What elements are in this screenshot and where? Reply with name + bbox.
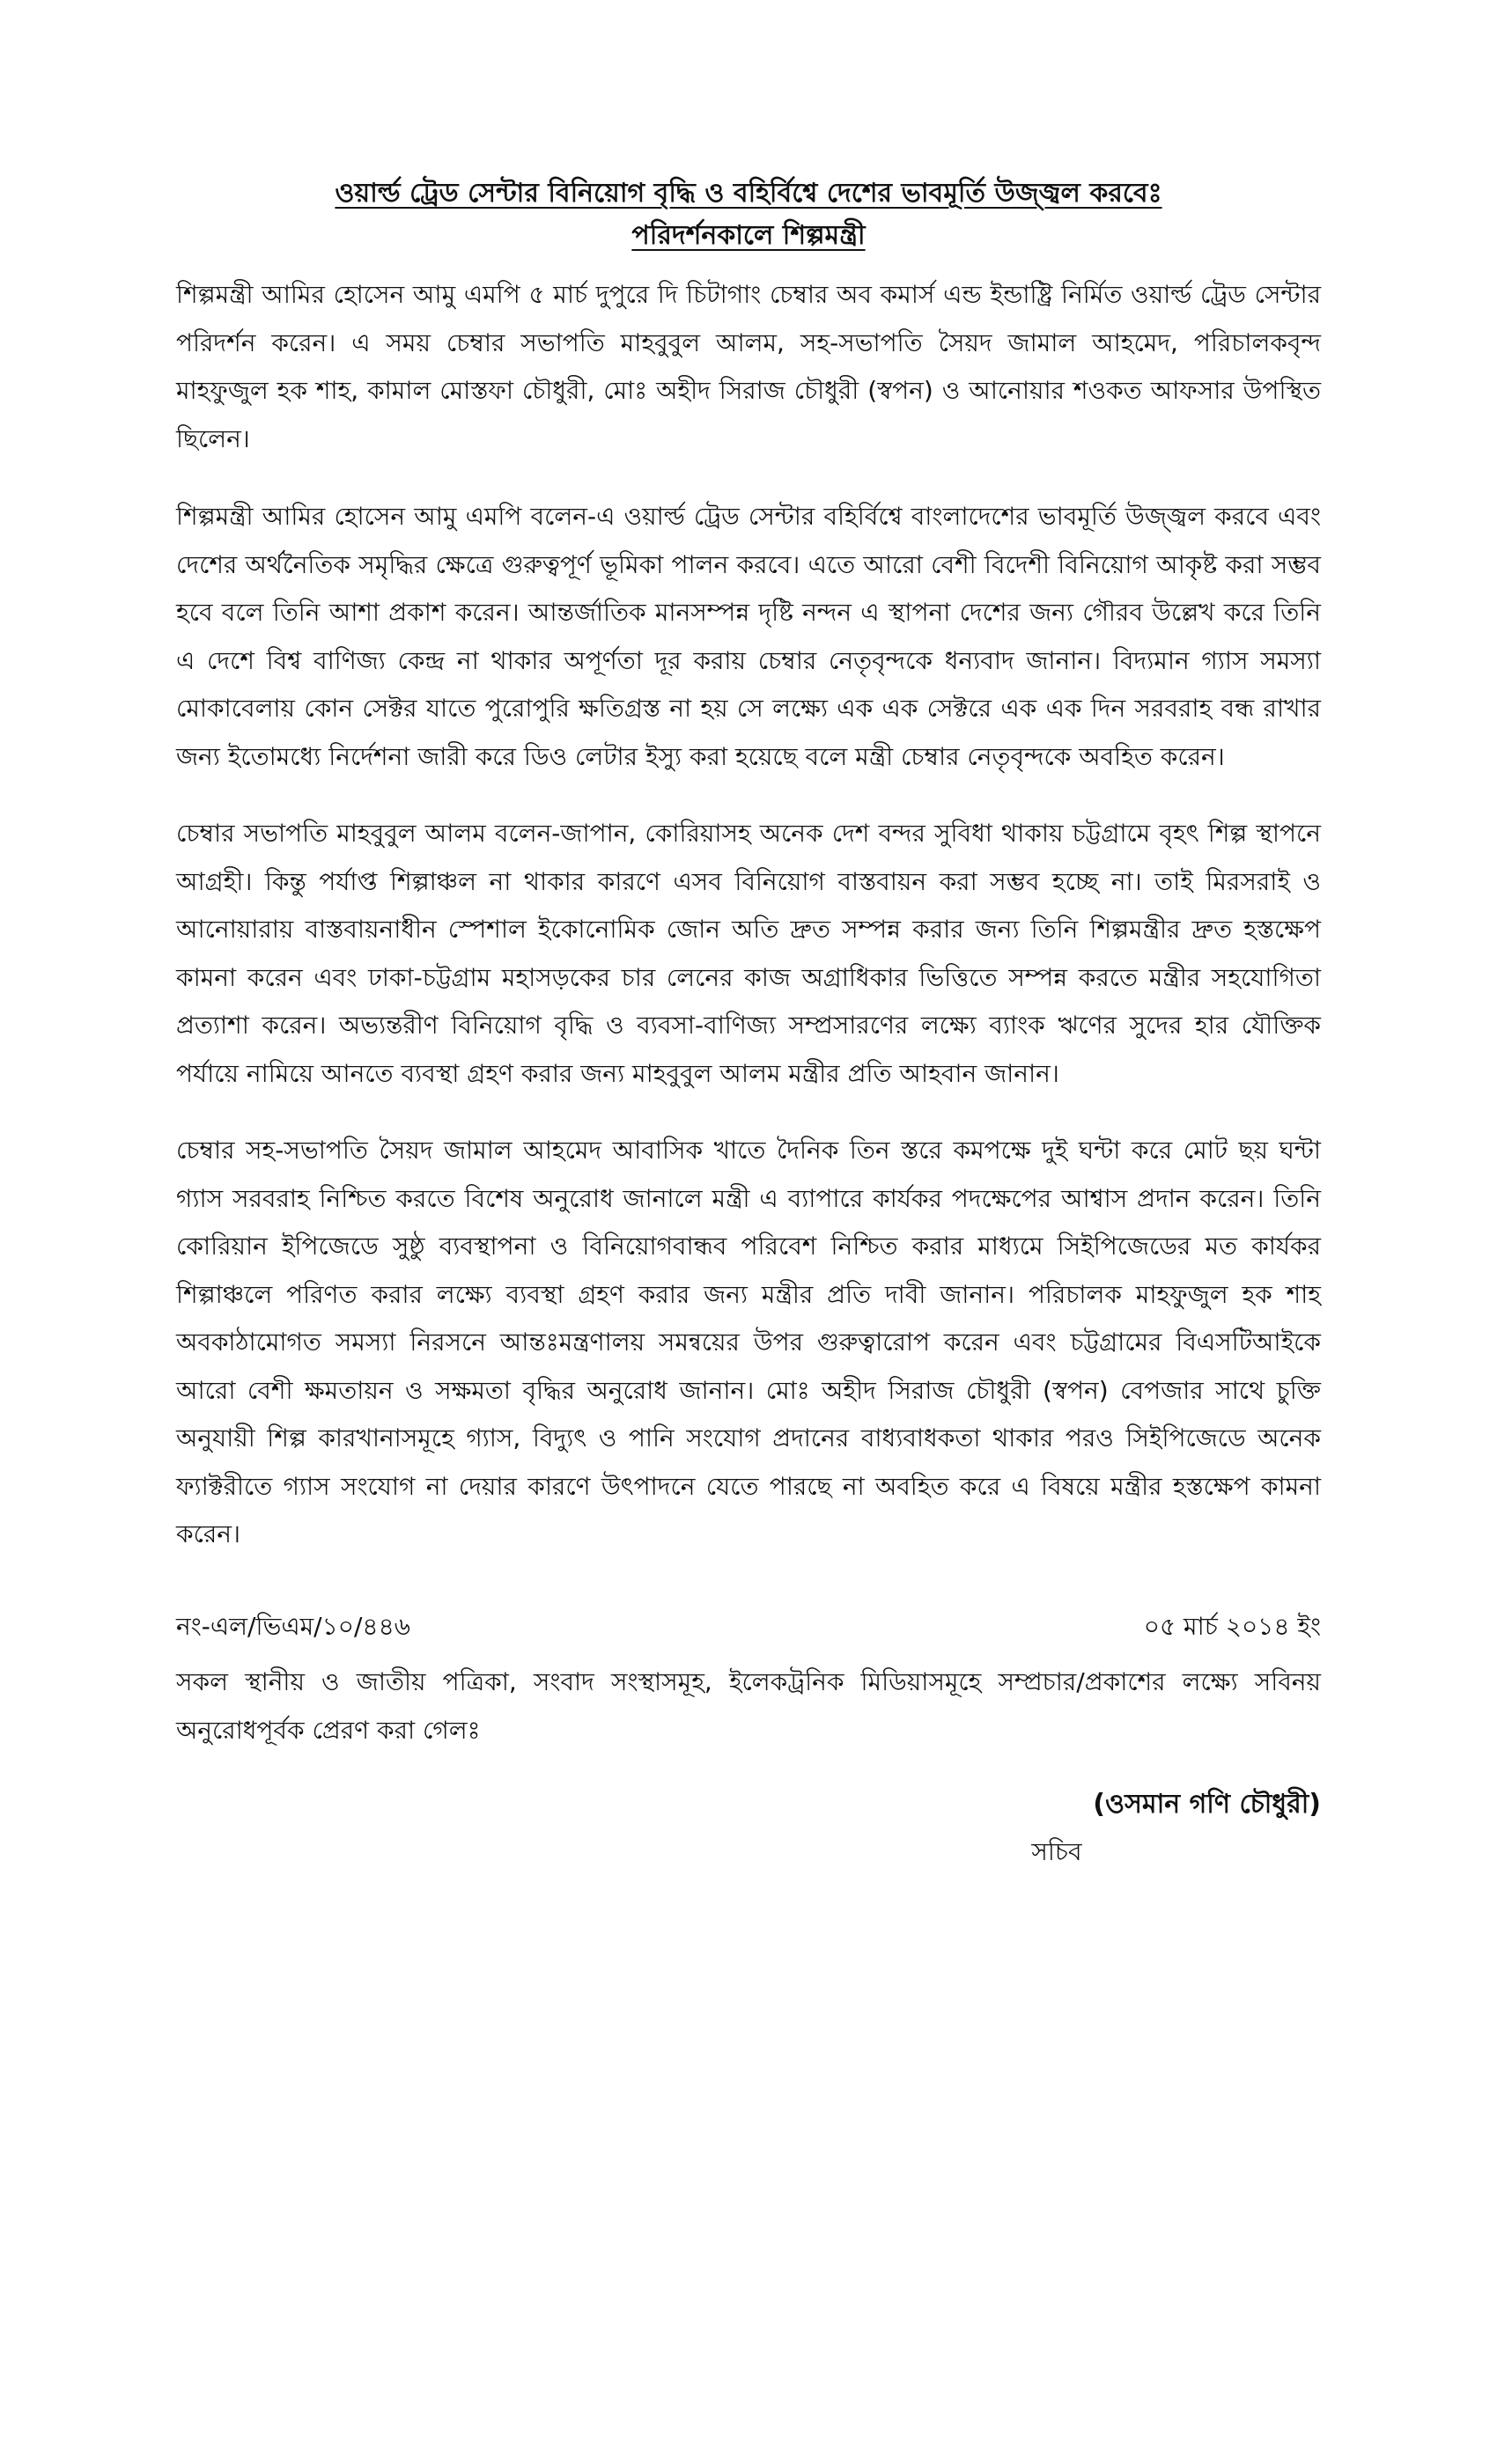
- reference-row: [176, 1609, 1321, 1644]
- body-paragraph-4: চেম্বার সহ-সভাপতি সৈয়দ জামাল আহমেদ আবাসিক খাতে দৈনিক তিন স্তরে কমপক্ষে দুই ঘন্টা করে মোট ছয় ঘন্টা গ্যাস সরবরাহ নিশ্চিত করতে বিশেষ অনুরোধ জানালে মন্ত্রী এ ব্যাপারে কার্যকর পদক্ষেপের আশ্বাস প্রদান করেন। তিনি কোরিয়ান ইপিজেডে সুষ্ঠু ব্যবস্থাপনা ও বিনিয়োগবান্ধব পরিবেশ নিশ্চিত করার মাধ্যমে সিইপিজেডের মত কার্যকর শিল্পাঞ্চলে পরিণত করার লক্ষ্যে ব্যবস্থা গ্রহণ করার জন্য মন্ত্রীর প্রতি দাবী জানান। পরিচালক মাহফুজুল হক শাহ অবকাঠামোগত সমস্যা নিরসনে আন্তঃমন্ত্রণালয় সমন্বয়ের উপর গুরুত্বারোপ করেন এবং চট্টগ্রামের বিএসটিআইকে আরো বেশী ক্ষমতায়ন ও সক্ষমতা বৃদ্ধির অনুরোধ জানান। মোঃ অহীদ সিরাজ চৌধুরী (স্বপন) বেপজার সাথে চুক্তি অনুযায়ী শিল্প কারখানাসমূহে গ্যাস, বিদ্যুৎ ও পানি সংযোগ প্রদানের বাধ্যবাধকতা থাকার পরও সিইপিজেডে অনেক ফ্যাক্টরীতে গ্যাস সংযোগ না দেয়ার কারণে উৎপাদনে যেতে পারছে না অবহিত করে এ বিষয়ে মন্ত্রীর হস্তক্ষেপ কামনা করেন।: [176, 1136, 1321, 1548]
- subheadline: পরিদর্শনকালে শিল্পমন্ত্রী: [631, 220, 866, 251]
- body-paragraph-3: চেম্বার সভাপতি মাহবুবুল আলম বলেন-জাপান, কোরিয়াসহ অনেক দেশ বন্দর সুবিধা থাকায় চট্টগ্রামে বৃহৎ শিল্প স্থাপনে আগ্রহী। কিন্তু পর্যাপ্ত শিল্পাঞ্চল না থাকার কারণে এসব বিনিয়োগ বাস্তবায়ন করা সম্ভব হচ্ছে না। তাই মিরসরাই ও আনোয়ারায় বাস্তবায়নাধীন স্পেশাল ইকোনোমিক জোন অতি দ্রুত সম্পন্ন করার জন্য তিনি শিল্পমন্ত্রীর দ্রুত হস্তক্ষেপ কামনা করেন এবং ঢাকা-চট্টগ্রাম মহাসড়কের চার লেনের কাজ অগ্রাধিকার ভিত্তিতে সম্পন্ন করতে মন্ত্রীর সহযোগিতা প্রত্যাশা করেন। অভ্যন্তরীণ বিনিয়োগ বৃদ্ধি ও ব্যবসা-বাণিজ্য সম্প্রসারণের লক্ষ্যে ব্যাংক ঋণের সুদের হার যৌক্তিক পর্যায়ে নামিয়ে আনতে ব্যবস্থা গ্রহণ করার জন্য মাহবুবুল আলম মন্ত্রীর প্রতি আহবান জানান।: [176, 819, 1321, 1088]
- distribution-note: সকল স্থানীয় ও জাতীয় পত্রিকা, সংবাদ সংস্থাসমূহ, ইলেকট্রনিক মিডিয়াসমূহে সম্প্রচার/প্রকাশের লক্ষ্যে সবিনয় অনুরোধপূর্বক প্রেরণ করা গেলঃ: [176, 1667, 1321, 1745]
- body-paragraph-1: শিল্পমন্ত্রী আমির হোসেন আমু এমপি ৫ মার্চ দুপুরে দি চিটাগাং চেম্বার অব কমার্স এন্ড ইন্ডাষ্ট্রি নির্মিত ওয়ার্ল্ড ট্রেড সেন্টার পরিদর্শন করেন। এ সময় চেম্বার সভাপতি মাহবুবুল আলম, সহ-সভাপতি সৈয়দ জামাল আহমেদ, পরিচালকবৃন্দ মাহফুজুল হক শাহ, কামাল মোস্তফা চৌধুরী, মোঃ অহীদ সিরাজ চৌধুরী (স্বপন) ও আনোয়ার শওকত আফসার উপস্থিত ছিলেন।: [176, 280, 1321, 453]
- headline: ওয়ার্ল্ড ট্রেড সেন্টার বিনিয়োগ বৃদ্ধি ও বহির্বিশ্বে দেশের ভাবমূর্তি উজ্জ্বল করবেঃ: [335, 178, 1162, 209]
- body-paragraph-2: শিল্পমন্ত্রী আমির হোসেন আমু এমপি বলেন-এ ওয়ার্ল্ড ট্রেড সেন্টার বহির্বিশ্বে বাংলাদেশের ভাবমূর্তি উজ্জ্বল করবে এবং দেশের অর্থনৈতিক সমৃদ্ধির ক্ষেত্রে গুরুত্বপূর্ণ ভূমিকা পালন করবে। এতে আরো বেশী বিদেশী বিনিয়োগ আকৃষ্ট করা সম্ভব হবে বলে তিনি আশা প্রকাশ করেন। আন্তর্জাতিক মানসম্পন্ন দৃষ্টি নন্দন এ স্থাপনা দেশের জন্য গৌরব উল্লেখ করে তিনি এ দেশে বিশ্ব বাণিজ্য কেন্দ্র না থাকার অপূর্ণতা দূর করায় চেম্বার নেতৃবৃন্দকে ধন্যবাদ জানান। বিদ্যমান গ্যাস সমস্যা মোকাবেলায় কোন সেক্টর যাতে পুরোপুরি ক্ষতিগ্রস্ত না হয় সে লক্ষ্যে এক এক সেক্টরে এক এক দিন সরবরাহ বন্ধ রাখার জন্য ইতোমধ্যে নির্দেশনা জারী করে ডিও লেটার ইস্যু করা হয়েছে বলে মন্ত্রী চেম্বার নেতৃবৃন্দকে অবহিত করেন।: [176, 502, 1321, 771]
- memo-number: নং-এল/ভিএম/১০/৪৪৬: [176, 1612, 410, 1641]
- signatory-name: (ওসমান গণি চৌধুরী): [1093, 1789, 1321, 1820]
- signatory-designation: সচিব: [1031, 1837, 1082, 1866]
- issue-date: ০৫ মার্চ ২০১৪ ইং: [1143, 1612, 1321, 1641]
